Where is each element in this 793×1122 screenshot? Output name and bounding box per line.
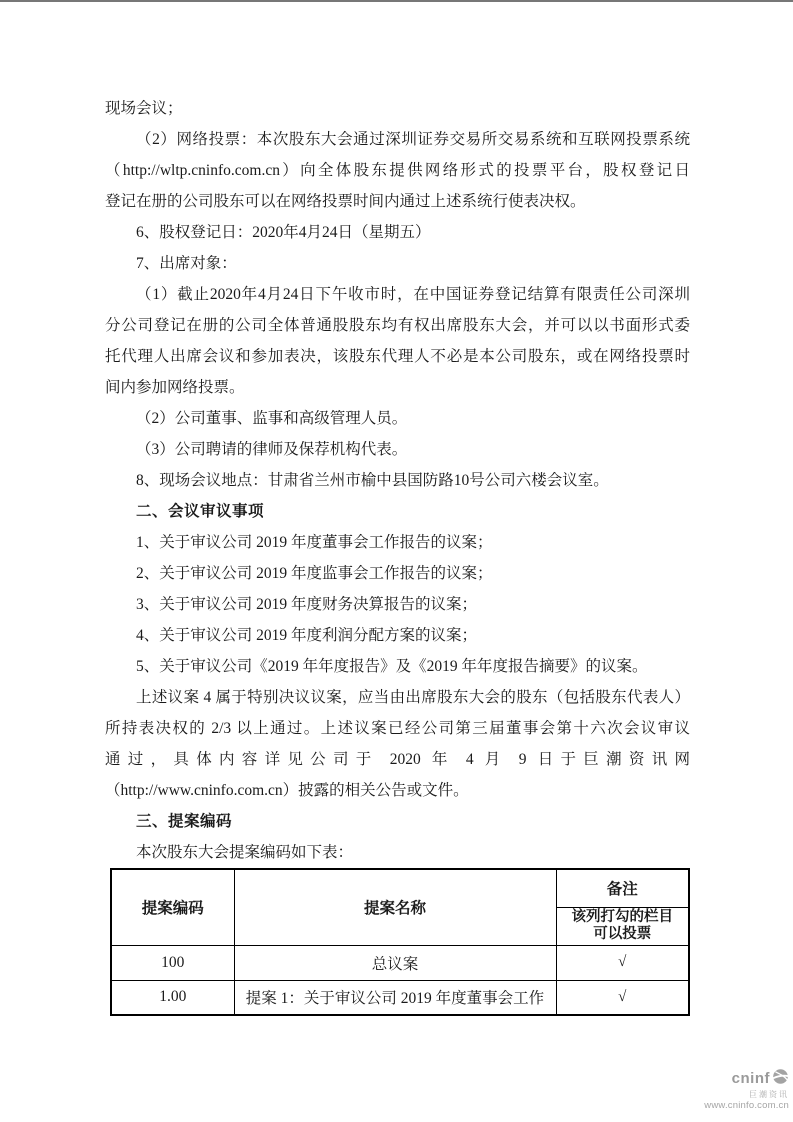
proposal-code-cell: 1.00 [111, 980, 234, 1015]
proposal-code-cell: 100 [111, 945, 234, 980]
table-header-proposal-name: 提案名称 [234, 869, 556, 945]
list-item-proposal: 2、关于审议公司 2019 年度监事会工作报告的议案； [136, 565, 493, 582]
paragraph-line: 6、股权登记日：2020年4月24日（星期五） [136, 224, 431, 241]
proposal-name-cell: 总议案 [234, 945, 556, 980]
paragraph-line: 通过，具体内容详见公司于 2020 年 4 月 9 日于巨潮资讯网 [105, 751, 690, 768]
paragraph-line: 现场会议； [105, 100, 183, 117]
section-heading-proposal-code: 三、提案编码 [136, 813, 233, 830]
table-row [111, 945, 689, 980]
paragraph-line-url: （http://www.cninfo.com.cn）披露的相关公告或文件。 [105, 782, 469, 799]
paragraph-line: （2）公司董事、监事和高级管理人员。 [136, 410, 408, 427]
paragraph-line: （1）截止2020年4月24日下午收市时，在中国证券登记结算有限责任公司深圳 [136, 286, 690, 303]
list-item-proposal: 1、关于审议公司 2019 年度董事会工作报告的议案； [136, 534, 493, 551]
paragraph-line: （2）网络投票：本次股东大会通过深圳证券交易所交易系统和互联网投票系统 [136, 131, 690, 148]
paragraph-line: 所持表决权的 2/3 以上通过。上述议案已经公司第三届董事会第十六次会议审议 [105, 720, 690, 737]
remark-note-line: 可以投票 [593, 926, 652, 942]
cninfo-swirl-icon [772, 1068, 789, 1089]
paragraph-line: （3）公司聘请的律师及保荐机构代表。 [136, 441, 408, 458]
section-heading-deliberation-items: 二、会议审议事项 [136, 503, 265, 520]
list-item-proposal: 4、关于审议公司 2019 年度利润分配方案的议案； [136, 627, 478, 644]
proposal-name-cell: 提案 1：关于审议公司 2019 年度董事会工作 [234, 980, 556, 1015]
vote-check-mark: √ [556, 980, 689, 1015]
paragraph-line-url: （http://wltp.cninfo.com.cn）向全体股东提供网络形式的投票平台，股权登记日 [105, 162, 690, 179]
paragraph-line: 8、现场会议地点：甘肃省兰州市榆中县国防路10号公司六楼会议室。 [136, 472, 609, 489]
list-item-proposal: 5、关于审议公司《2019 年年度报告》及《2019 年年度报告摘要》的议案。 [136, 658, 648, 675]
table-header-remark-note [556, 907, 689, 945]
proposal-code-table [110, 868, 690, 1016]
list-item-proposal: 3、关于审议公司 2019 年度财务决算报告的议案； [136, 596, 478, 613]
paragraph-line: 7、出席对象： [136, 255, 237, 272]
table-intro-line: 本次股东大会提案编码如下表： [136, 844, 354, 861]
paragraph-line: 上述议案 4 属于特别决议议案，应当由出席股东大会的股东（包括股东代表人） [136, 689, 690, 706]
document-body [105, 93, 690, 868]
vote-check-mark: √ [556, 945, 689, 980]
table-header-remark: 备注 [556, 869, 689, 907]
table-row [111, 980, 689, 1015]
paragraph-line: 间内参加网络投票。 [105, 379, 245, 396]
paragraph-line: 托代理人出席会议和参加表决，该股东代理人不必是本公司股东，或在网络投票时 [105, 348, 690, 365]
remark-note-line: 该列打勾的栏目 [571, 909, 673, 925]
table-header-proposal-code: 提案编码 [111, 869, 234, 945]
cninfo-caption: 巨潮资讯 [749, 1089, 789, 1099]
paragraph-line: 登记在册的公司股东可以在网络投票时间内通过上述系统行使表决权。 [105, 193, 586, 210]
paragraph-line: 分公司登记在册的公司全体普通股股东均有权出席股东大会，并可以以书面形式委 [105, 317, 690, 334]
cninfo-url: www.cninfo.com.cn [704, 1099, 789, 1111]
cninfo-logo-text: cninf [731, 1069, 770, 1087]
cninfo-logo [704, 1068, 789, 1111]
